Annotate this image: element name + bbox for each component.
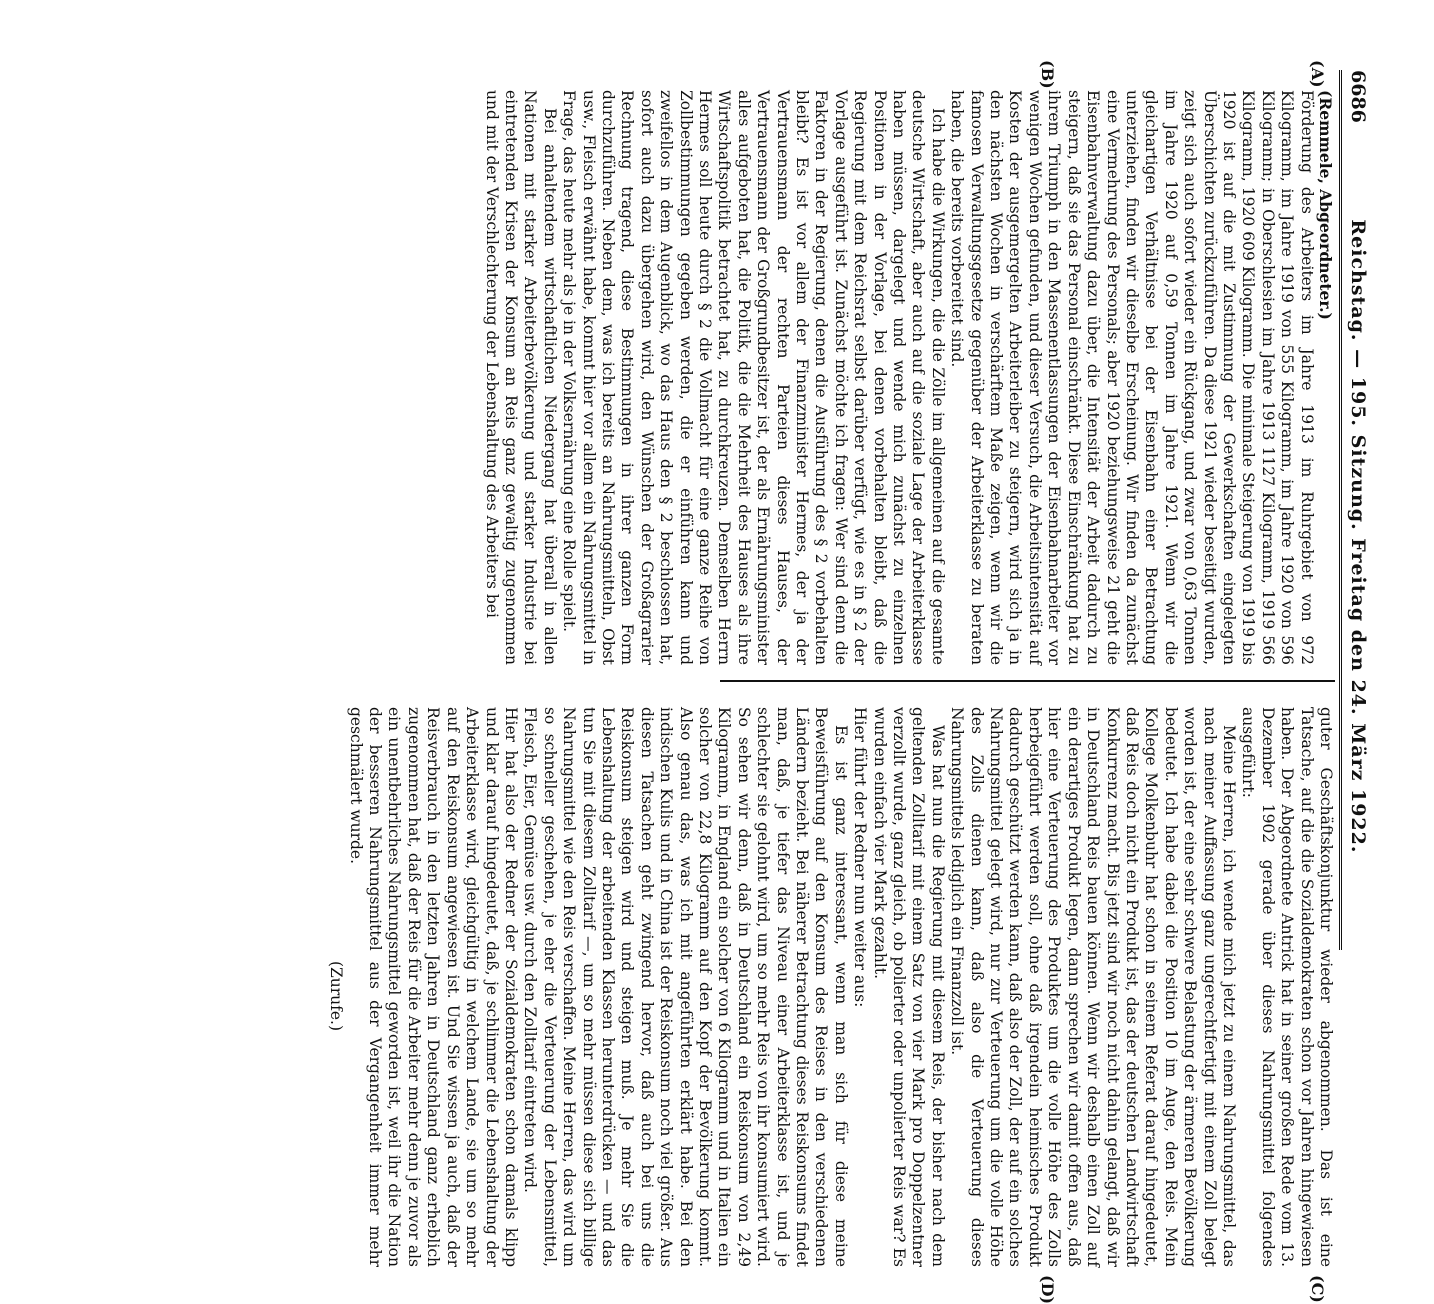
quote-paragraph-3: Es ist ganz interessant, wenn man sich für diese meine Beweisführung auf den Konsum des Reises in den verschiedenen Ländern bezieht. Bei näherer Betrachtung dieses Reiskonsums findet man, daß, je tiefer das Niveau einer Arbeiterklasse ist, und je schlechter sie gelohnt wird, um so mehr Reis von ihr konsumiert wird. So sehen wir denn, daß in Deutschland ein Reiskonsum von 2,49 Kilogramm, in England ein solcher von 6 Kilogramm und in Italien ein solcher von 22,8 Kilogramm auf den Kopf der Bevölkerung kommt. Also genau das, was ich mit angeführten erklärt habe. Bei den indischen Kulis und in China ist der Reiskonsum noch viel größer. Aus diesen Tatsachen geht zwingend hervor, daß auch bei uns die Reiskonsum steigen wird und steigen muß. Je mehr Sie die Lebenshaltung der arbeitenden Klassen herunterdrücken — und das tun Sie mit diesem Zolltarif —, um so mehr müssen diese sich billige Nahrungsmittel wie den Reis verschaffen. Meine Herren, das wird um so schneller geschehen, je eher die Verteuerung der Lebensmittel, Fleisch, Eier, Gemüse usw. durch den Zolltarif eintreten wird.: [521, 707, 850, 1267]
page-header: [1347, 70, 1377, 950]
left-paragraph-1: Förderung des Arbeiters im Jahre 1913 im Ruhrgebiet von 972 Kilogramm, im Jahre 1919 von 555 Kilogramm, im Jahre 1920 von 596 Kilogramm; in Oberschlesien im Jahre 1913 1127 Kilogramm, 1919 566 Kilogramm, 1920 609 Kilogramm. Die minimale Steigerung von 1919 bis 1920 ist auf die mit Zustimmung der Gewerkschaften eingelegten Überschichten zurückzuführen. Da diese 1921 wieder beseitigt wurden, zeigt sich auch sofort wieder ein Rückgang, und zwar von 0,63 Tonnen im Jahre 1920 auf 0,59 Tonnen im Jahre 1921. Wenn wir die gleichartigen Verhältnisse bei der Eisenbahn einer Betrachtung unterziehen, finden wir dieselbe Erscheinung. Wir finden da zunächst eine Vermehrung des Personals; aber 1920 beziehungsweise 21 geht die Eisenbahnverwaltung dazu über, die Intensität der Arbeit dadurch zu steigern, daß sie das Personal einschränkt. Diese Einschränkung hat zu ihrem Triumph in den Massenentlassungen der Eisenbahnarbeiter vor wenigen Wochen gefunden, und dieser Versuch, die Arbeitsintensität auf Kosten der ausgemergelten Arbeiterleiber zu steigern, wird sich ja in den nächsten Wochen in verschärftem Maße zeigen, wenn wir die famosen Verwaltungsgesetze gegenüber der Arbeiterklasse zu beraten haben, die bereits vorbereitet sind.: [948, 90, 1316, 665]
margin-letter-a: (A): [1308, 60, 1327, 88]
narration-line: Hier führt der Redner nun weiter aus:: [851, 707, 870, 1008]
right-paragraph-final: Hier hat also der Redner der Sozialdemokraten schon damals klipp und klar darauf hingedeutet, daß, je schlimmer die Lebenshaltung der Arbeiterklasse wird, gleichgültig in welchem Lande, sie um so mehr auf den Reiskonsum angewiesen ist. Und Sie wissen ja auch, daß der Reisverbrauch in den letzten Jahren in Deutschland ganz erheblich zugenommen hat, daß der Reis für die Arbeiter mehr denn je zuvor als ein unentbehrliches Nahrungsmittel geworden ist, weil ihr die Nation der besseren Nahrungsmittel aus der Vergangenheit immer mehr geschmälert wurde.: [346, 707, 520, 1267]
left-paragraph-2: Ich habe die Wirkungen, die die Zölle im allgemeinen auf die gesamte deutsche Wirtschaft, aber auch auf die soziale Lage der Arbeiterklasse haben müssen, dargelegt und wende mich zunächst zu einzelnen Positionen in der Vorlage, bei denen vorbehalten bleibt, daß die Regierung mit dem Reichsrat selbst darüber verfügt, wie es in § 2 der Vorlage ausgeführt ist. Zunächst möchte ich fragen: Wer sind denn die Faktoren in der Regierung, denen die Ausführung des § 2 vorbehalten bleibt? Es ist vor allem der Finanzminister Hermes, der ja der Vertrauensmann der rechten Parteien dieses Hauses, der Vertrauensmann der Großgrundbesitzer ist, der als Ernährungsminister alles aufgeboten hat, die Politik, die die Mehrheit des Hauses als ihre Wirtschaftspolitik betrachtet hat, zu durchkreuzen. Demselben Herrn Hermes soll heute durch § 2 die Vollmacht für eine ganze Reihe von Zollbestimmungen gegeben werden, die er einführen kann und zweifellos in dem Augenblick, wo das Haus den § 2 beschlossen hat, sofort auch dazu übergehen wird, den Wünschen der Großagrarier Rechnung tragend, diese Bestimmungen in ihrer ganzen Form durchzuführen. Neben dem, was ich bereits an Nahrungsmitteln, Obst usw., Fleisch erwähnt habe, kommt hier vor allem ein Nahrungsmittel in Frage, das heute mehr als je in der Volksernährung eine Rolle spielt.: [560, 90, 947, 665]
margin-letter-d: (D): [1038, 1275, 1057, 1304]
interjection: (Zurufe.): [327, 960, 346, 1032]
right-paragraph-1: guter Geschäftskonjunktur wieder abgenommen. Das ist eine Tatsache, auf die die Sozialdemokraten schon vor Jahren hingewiesen haben. Der Abgeordnete Antrick hat in seiner großen Rede vom 13. Dezember 1902 gerade über dieses Nahrungsmittel folgendes ausgeführt:: [1239, 707, 1335, 1267]
header-rule: [1339, 70, 1342, 950]
margin-letter-c: (C): [1308, 1275, 1327, 1303]
quote-paragraph-2: Was hat nun die Regierung mit diesem Reis, der bisher nach dem geltenden Zolltarif mit einem Satz von vier Mark pro Doppelzentner verzollt wurde, ganz gleich, ob polierter oder unpolierter Reis war? Es wurden einfach vier Mark gezahlt.: [870, 707, 947, 1267]
left-paragraph-3: Bei anhaltendem wirtschaftlichen Niedergang hat überall in allen Nationen mit starker Arbeiterbevölkerung und starker Industrie bei eintretenden Krisen der Konsum an Reis ganz gewaltig zugenommen und mit der Verschlechterung der Lebenshaltung des Arbeiters bei: [482, 90, 559, 665]
quote-paragraph-1: Meine Herren, ich wende mich jetzt zu einem Nahrungsmittel, das nach meiner Auffassung ganz ungerechtfertigt mit einem Zoll belegt worden ist, der eine sehr schwere Belastung der ärmeren Bevölkerung bedeutet. Ich habe dabei die Position 10 im Auge, den Reis. Mein Kollege Molkenbuhr hat schon in seinem Referat darauf hingedeutet, daß Reis doch nicht ein Produkt ist, das der deutschen Landwirtschaft Konkurrenz macht. Bis jetzt sind wir noch nicht dahin gelangt, daß wir in Deutschland Reis bauen können. Wenn wir deshalb einen Zoll auf ein derartiges Produkt legen, dann sprechen wir damit offen aus, daß hier eine Verteuerung des Produktes um die volle Höhe des Zolls herbeigeführt werden soll, ohne daß irgendein heimisches Produkt dadurch geschützt werden kann, daß also der Zoll, der auf ein solches Nahrungsmittel gelegt wird, nur zur Verteuerung um die volle Höhe des Zolls dienen kann, daß also die Verteuerung dieses Nahrungsmittels lediglich ein Finanzzoll ist.: [948, 707, 1238, 1267]
column-divider: [720, 680, 1335, 682]
running-title: Reichstag. — 195. Sitzung. Freitag den 24. März 1922.: [1347, 219, 1369, 854]
right-column: [327, 707, 1335, 1267]
page-number: 6686: [1347, 70, 1369, 123]
margin-letter-b: (B): [1038, 60, 1057, 89]
speaker-label: (Remmele, Abgeordneter.): [1316, 90, 1335, 320]
left-column: [482, 90, 1335, 665]
